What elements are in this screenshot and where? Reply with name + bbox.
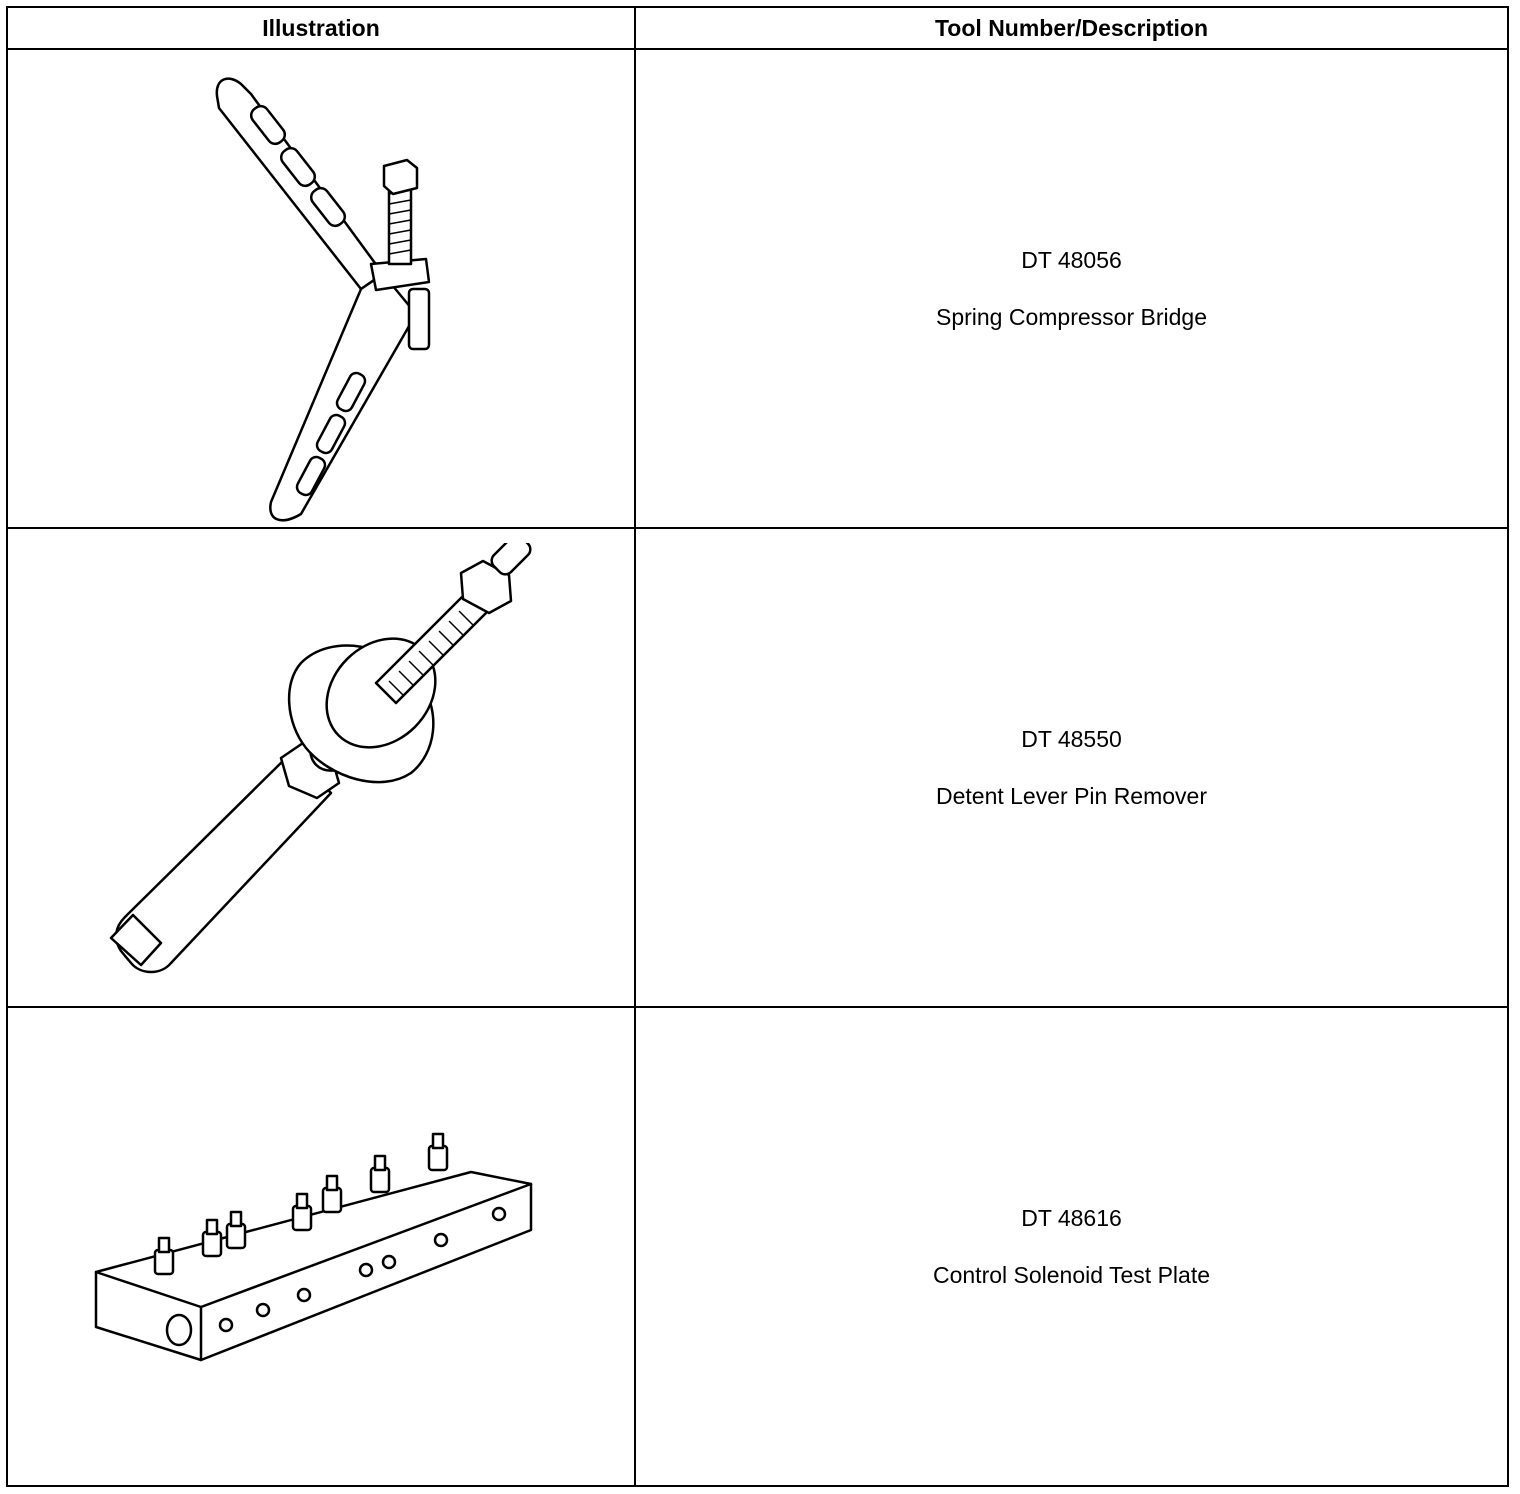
table-row [7, 528, 1508, 1007]
detent-lever-pin-remover-icon [91, 543, 551, 993]
header-illustration: Illustration [7, 7, 635, 49]
tool-number: DT 48550 [1021, 725, 1122, 752]
header-tool-description: Tool Number/Description [635, 7, 1508, 49]
tools-table [6, 6, 1509, 1487]
description-cell [635, 1007, 1508, 1486]
table-row [7, 49, 1508, 528]
illustration-cell [7, 49, 635, 528]
tool-description: Control Solenoid Test Plate [932, 1261, 1211, 1288]
table-row [7, 1007, 1508, 1486]
header-row [7, 7, 1508, 49]
control-solenoid-test-plate-icon [91, 1122, 551, 1372]
spring-compressor-bridge-icon [171, 54, 471, 524]
tool-description: Detent Lever Pin Remover [935, 782, 1207, 809]
illustration-cell [7, 1007, 635, 1486]
description-cell [635, 49, 1508, 528]
tool-number: DT 48056 [1021, 246, 1122, 273]
description-cell [635, 528, 1508, 1007]
tool-number: DT 48616 [1021, 1204, 1122, 1231]
illustration-cell [7, 528, 635, 1007]
tool-description: Spring Compressor Bridge [935, 303, 1207, 330]
